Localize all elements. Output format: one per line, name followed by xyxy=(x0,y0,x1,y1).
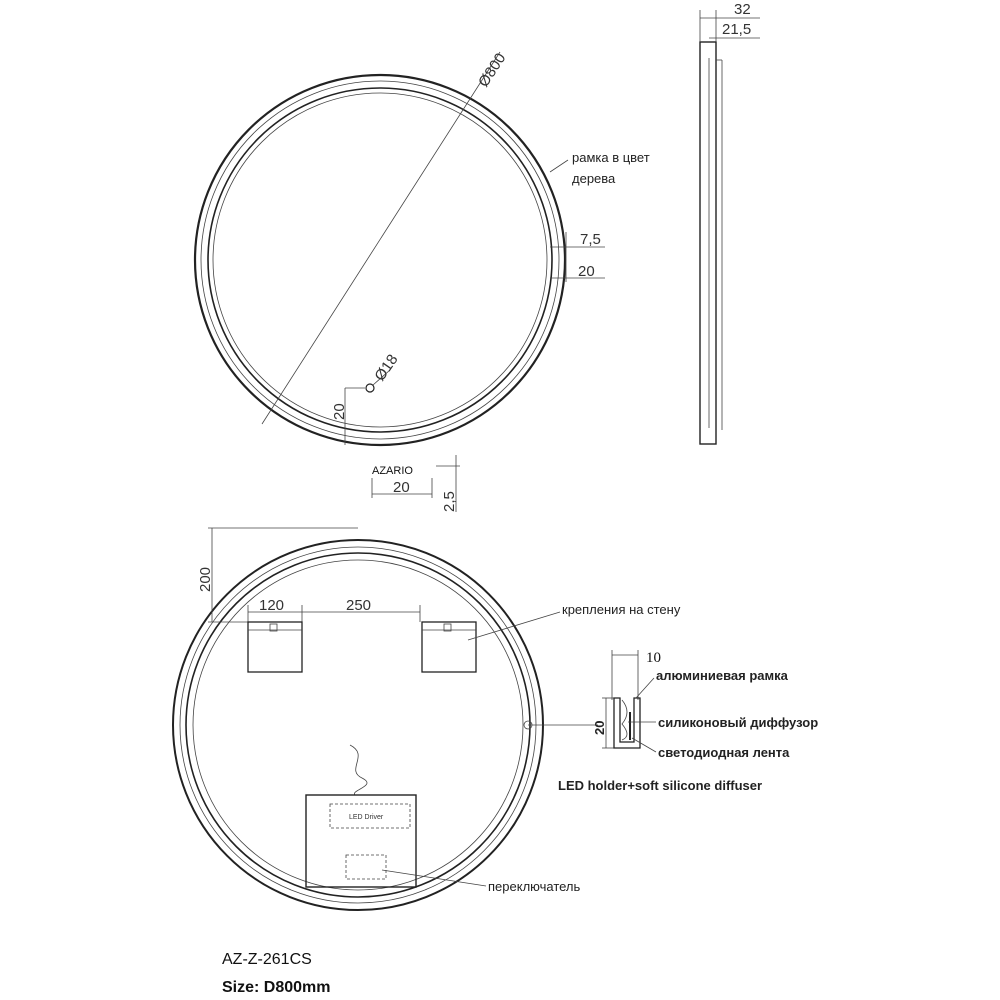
depth-total-label: 32 xyxy=(734,1,751,18)
silicone-diffuser xyxy=(622,700,627,740)
frame-label-line2: дерева xyxy=(572,171,616,186)
size-label: Size: D800mm xyxy=(222,979,331,996)
switch-label: переключатель xyxy=(488,879,581,894)
frame-label-line1: рамка в цвет xyxy=(572,150,650,165)
wall-bracket-right xyxy=(422,622,476,672)
front-outer-rim xyxy=(195,75,565,445)
dim-center-label: 250 xyxy=(346,597,372,614)
switch-module xyxy=(346,855,386,879)
model-number: AZ-Z-261CS xyxy=(222,951,312,968)
profile-caption: LED holder+soft silicone diffuser xyxy=(558,778,763,793)
diameter-label: Ø800 xyxy=(475,50,510,91)
depth-frame-label: 21,5 xyxy=(722,21,752,38)
side-view xyxy=(700,1,760,444)
profile-width-label: 10 xyxy=(646,650,661,666)
front-view xyxy=(195,50,650,512)
top-offset-label: 200 xyxy=(197,566,214,592)
led-strip-leader xyxy=(632,738,656,752)
logo-text: AZARIO xyxy=(372,465,413,477)
back-outer-rim xyxy=(173,540,543,910)
title-block xyxy=(222,951,331,996)
dim-frame-outer-label: 20 xyxy=(578,263,595,280)
label-diffuser: силиконовый диффузор xyxy=(658,715,819,730)
label-led-strip: светодиодная лента xyxy=(658,745,790,760)
driver-box xyxy=(306,795,416,887)
label-aluminum: алюминиевая рамка xyxy=(656,668,788,683)
dim-left-label: 120 xyxy=(259,597,285,614)
front-frame-inner xyxy=(201,81,559,439)
frame-leader xyxy=(550,160,568,172)
touch-switch xyxy=(366,384,374,392)
mount-label: крепления на стену xyxy=(562,602,681,617)
dim-frame-inner-label: 7,5 xyxy=(580,231,601,248)
switch-diameter-label: Ø18 xyxy=(371,351,402,385)
back-view xyxy=(173,528,681,910)
profile-detail xyxy=(558,650,818,793)
profile-height-label: 20 xyxy=(592,720,607,735)
driver-label: LED Driver xyxy=(349,814,384,821)
logo-width-label: 20 xyxy=(393,479,410,496)
side-body xyxy=(700,42,716,444)
aluminum-leader xyxy=(636,678,654,698)
logo-height-label: 2,5 xyxy=(441,491,458,512)
switch-offset-label: 20 xyxy=(331,403,348,420)
wall-bracket-left xyxy=(248,622,302,672)
power-cable xyxy=(350,745,367,795)
